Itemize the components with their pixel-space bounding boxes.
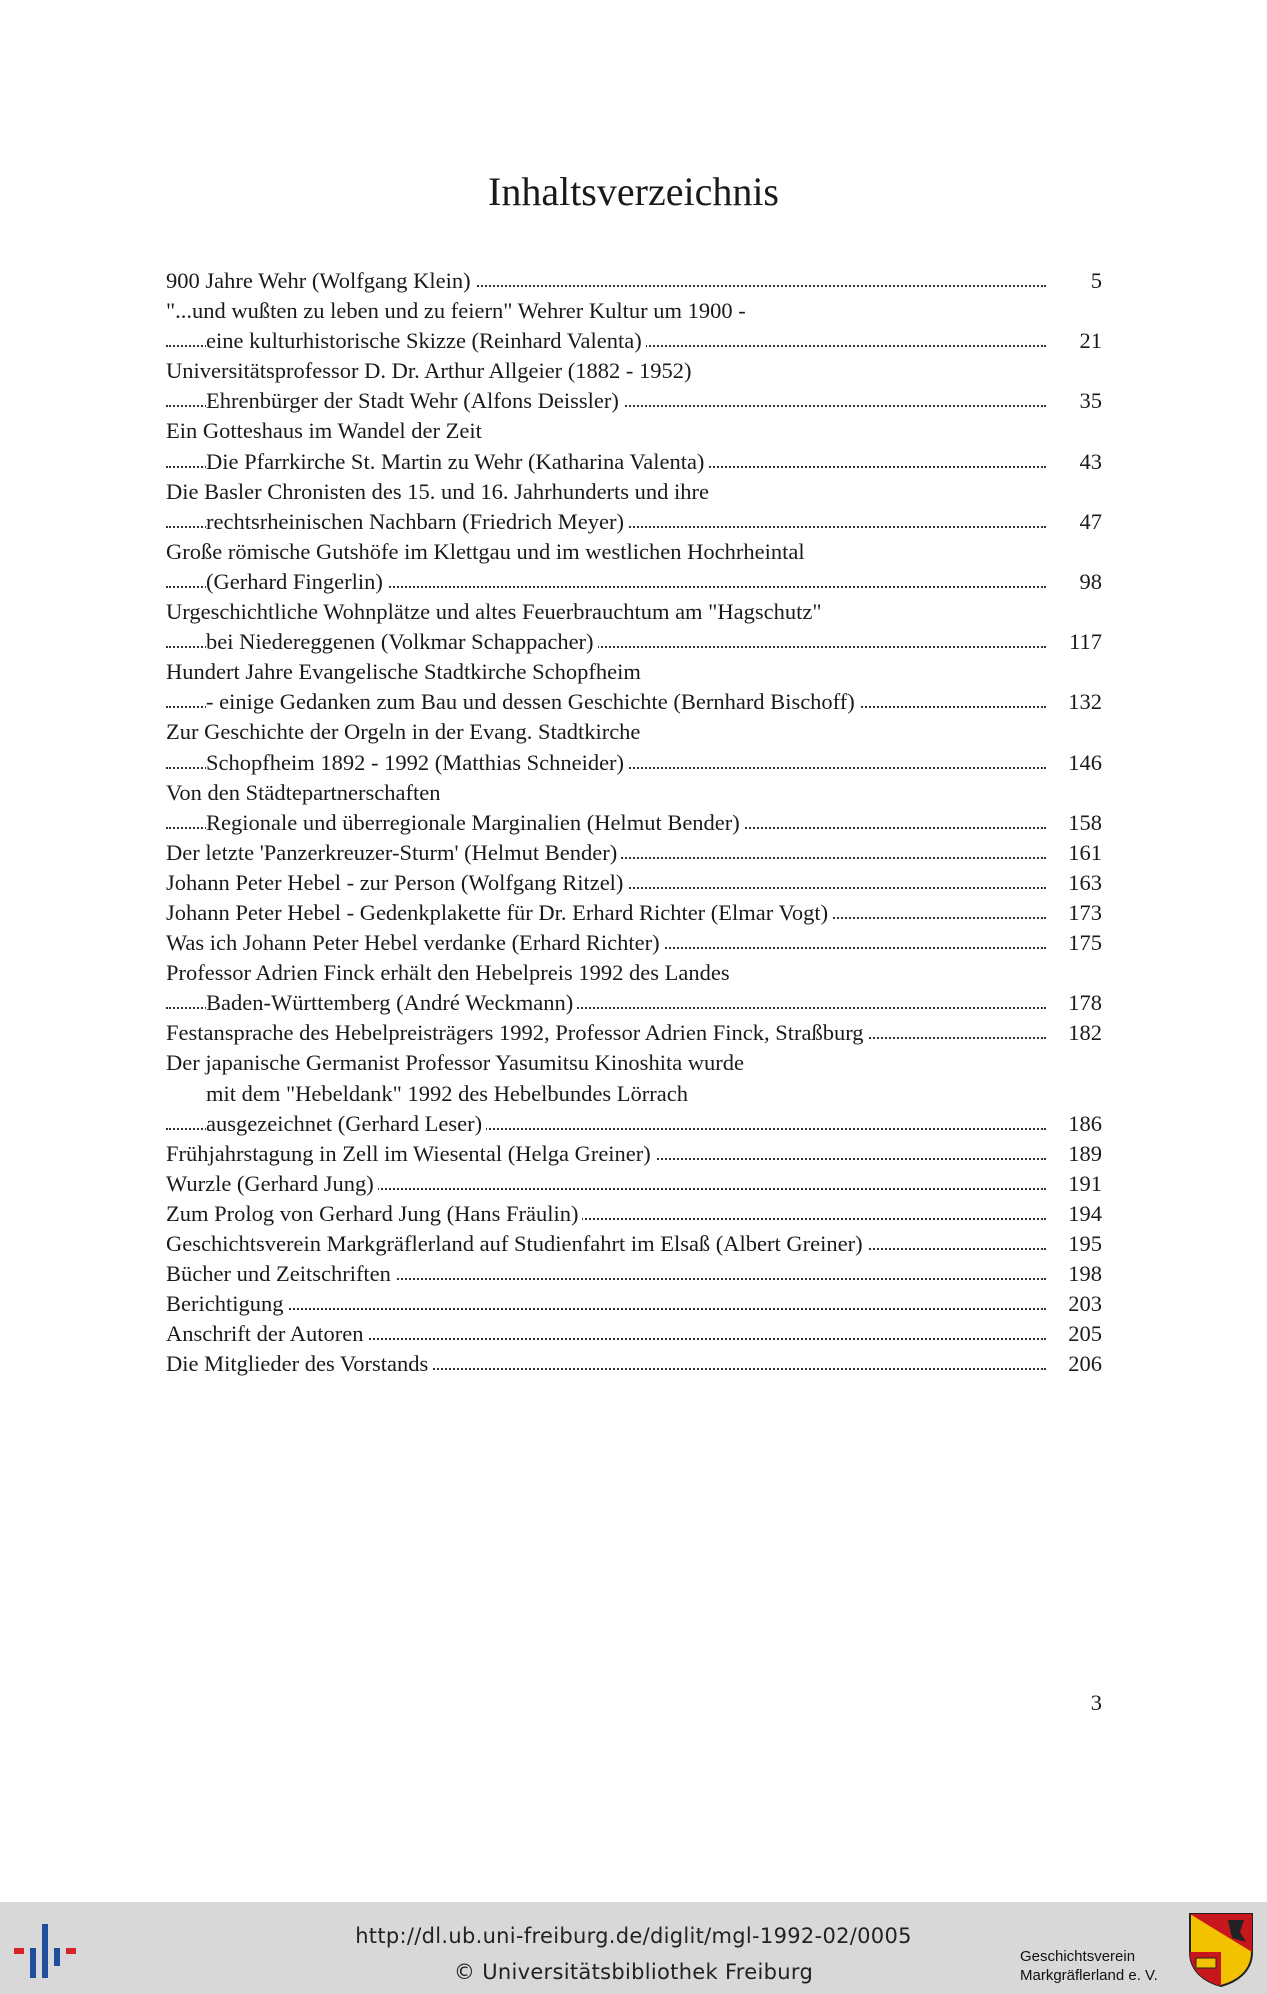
toc-entry bbox=[166, 808, 1102, 838]
toc-entry bbox=[166, 657, 1102, 687]
toc-entry-page: 47 bbox=[1050, 507, 1102, 537]
toc-entry bbox=[166, 296, 1102, 326]
toc-entry-title: Anschrift der Autoren bbox=[166, 1321, 367, 1346]
toc-entry-page: 178 bbox=[1050, 988, 1102, 1018]
toc-entry bbox=[166, 748, 1102, 778]
toc-entry bbox=[166, 898, 1102, 928]
table-of-contents bbox=[166, 266, 1102, 1379]
toc-entry-title: Zum Prolog von Gerhard Jung (Hans Fräulin) bbox=[166, 1201, 582, 1226]
toc-entry-title: Ein Gotteshaus im Wandel der Zeit bbox=[166, 418, 486, 443]
toc-entry bbox=[166, 1079, 1102, 1109]
toc-entry bbox=[166, 717, 1102, 747]
toc-entry bbox=[166, 988, 1102, 1018]
toc-entry-page: 198 bbox=[1050, 1259, 1102, 1289]
toc-entry-title: Die Basler Chronisten des 15. und 16. Jahrhunderts und ihre bbox=[166, 479, 713, 504]
toc-entry-title: Die Pfarrkirche St. Martin zu Wehr (Katharina Valenta) bbox=[206, 449, 708, 474]
toc-entry-page: 146 bbox=[1050, 748, 1102, 778]
toc-entry-title: Geschichtsverein Markgräflerland auf Studienfahrt im Elsaß (Albert Greiner) bbox=[166, 1231, 867, 1256]
toc-entry bbox=[166, 326, 1102, 356]
page-title: Inhaltsverzeichnis bbox=[488, 169, 779, 214]
toc-entry bbox=[166, 356, 1102, 386]
toc-entry bbox=[166, 386, 1102, 416]
toc-entry-page: 35 bbox=[1050, 386, 1102, 416]
toc-entry-title: Große römische Gutshöfe im Klettgau und im westlichen Hochrheintal bbox=[166, 539, 809, 564]
toc-entry-title: Frühjahrstagung in Zell im Wiesental (Helga Greiner) bbox=[166, 1141, 655, 1166]
toc-entry bbox=[166, 958, 1102, 988]
toc-entry-title: rechtsrheinischen Nachbarn (Friedrich Meyer) bbox=[206, 509, 628, 534]
toc-entry-title: ausgezeichnet (Gerhard Leser) bbox=[206, 1111, 486, 1136]
toc-entry bbox=[166, 838, 1102, 868]
toc-entry-title: Zur Geschichte der Orgeln in der Evang. Stadtkirche bbox=[166, 719, 644, 744]
toc-entry-page: 186 bbox=[1050, 1109, 1102, 1139]
toc-entry-title: Hundert Jahre Evangelische Stadtkirche Schopfheim bbox=[166, 659, 645, 684]
toc-entry bbox=[166, 266, 1102, 296]
toc-entry-page: 191 bbox=[1050, 1169, 1102, 1199]
footer-copyright: © Universitätsbibliothek Freiburg bbox=[453, 1960, 814, 1984]
toc-entry-title: Schopfheim 1892 - 1992 (Matthias Schneider) bbox=[206, 750, 628, 775]
toc-entry bbox=[166, 1349, 1102, 1379]
toc-entry-title: Festansprache des Hebelpreisträgers 1992, Professor Adrien Finck, Straßburg bbox=[166, 1020, 868, 1045]
toc-entry bbox=[166, 416, 1102, 446]
toc-entry bbox=[166, 627, 1102, 657]
toc-entry bbox=[166, 1139, 1102, 1169]
toc-entry-title: mit dem "Hebeldank" 1992 des Hebelbundes Lörrach bbox=[206, 1081, 692, 1106]
toc-entry-title: Berichtigung bbox=[166, 1291, 287, 1316]
toc-entry-page: 206 bbox=[1050, 1349, 1102, 1379]
toc-entry-title: Die Mitglieder des Vorstands bbox=[166, 1351, 432, 1376]
toc-entry-page: 205 bbox=[1050, 1319, 1102, 1349]
toc-entry-page: 117 bbox=[1050, 627, 1102, 657]
society-name-line1: Geschichtsverein bbox=[1020, 1948, 1136, 1965]
society-name bbox=[1020, 1947, 1158, 1985]
toc-entry-title: Ehrenbürger der Stadt Wehr (Alfons Deissler) bbox=[206, 388, 623, 413]
toc-entry-title: bei Niedereggenen (Volkmar Schappacher) bbox=[206, 629, 598, 654]
toc-entry-page: 189 bbox=[1050, 1139, 1102, 1169]
footer-url-link[interactable]: http://dl.ub.uni-freiburg.de/diglit/mgl-1992-02/0005 bbox=[355, 1924, 912, 1948]
toc-entry bbox=[166, 477, 1102, 507]
toc-entry bbox=[166, 537, 1102, 567]
toc-entry bbox=[166, 1259, 1102, 1289]
toc-entry-page: 161 bbox=[1050, 838, 1102, 868]
markgraeflerland-crest-icon bbox=[1188, 1912, 1254, 1988]
page-number: 3 bbox=[1090, 1690, 1102, 1715]
toc-entry-title: Bücher und Zeitschriften bbox=[166, 1261, 395, 1286]
toc-entry-title: "...und wußten zu leben und zu feiern" Wehrer Kultur um 1900 - bbox=[166, 298, 750, 323]
footer-bar bbox=[0, 1902, 1267, 1994]
toc-entry-title: Urgeschichtliche Wohnplätze und altes Feuerbrauchtum am "Hagschutz" bbox=[166, 599, 826, 624]
toc-entry bbox=[166, 1018, 1102, 1048]
toc-entry-page: 173 bbox=[1050, 898, 1102, 928]
toc-entry bbox=[166, 507, 1102, 537]
toc-entry-page: 195 bbox=[1050, 1229, 1102, 1259]
toc-entry bbox=[166, 597, 1102, 627]
toc-entry-title: 900 Jahre Wehr (Wolfgang Klein) bbox=[166, 268, 475, 293]
toc-entry-page: 175 bbox=[1050, 928, 1102, 958]
toc-entry-page: 43 bbox=[1050, 447, 1102, 477]
toc-entry-page: 163 bbox=[1050, 868, 1102, 898]
toc-entry bbox=[166, 1229, 1102, 1259]
toc-entry-title: Johann Peter Hebel - zur Person (Wolfgang Ritzel) bbox=[166, 870, 627, 895]
toc-entry-title: (Gerhard Fingerlin) bbox=[206, 569, 387, 594]
toc-entry bbox=[166, 868, 1102, 898]
toc-entry-title: Was ich Johann Peter Hebel verdanke (Erhard Richter) bbox=[166, 930, 664, 955]
toc-entry-title: Von den Städtepartnerschaften bbox=[166, 780, 445, 805]
toc-entry-page: 98 bbox=[1050, 567, 1102, 597]
toc-entry bbox=[166, 687, 1102, 717]
toc-entry bbox=[166, 1109, 1102, 1139]
toc-entry-page: 21 bbox=[1050, 326, 1102, 356]
toc-entry-page: 194 bbox=[1050, 1199, 1102, 1229]
toc-entry bbox=[166, 1319, 1102, 1349]
toc-entry-title: Der letzte 'Panzerkreuzer-Sturm' (Helmut Bender) bbox=[166, 840, 621, 865]
toc-entry-title: eine kulturhistorische Skizze (Reinhard Valenta) bbox=[206, 328, 646, 353]
toc-entry-title: - einige Gedanken zum Bau und dessen Geschichte (Bernhard Bischoff) bbox=[206, 689, 859, 714]
toc-entry-page: 5 bbox=[1050, 266, 1102, 296]
toc-entry bbox=[166, 567, 1102, 597]
toc-entry bbox=[166, 1048, 1102, 1078]
toc-entry bbox=[166, 447, 1102, 477]
toc-entry-title: Professor Adrien Finck erhält den Hebelpreis 1992 des Landes bbox=[166, 960, 734, 985]
toc-entry-title: Regionale und überregionale Marginalien (Helmut Bender) bbox=[206, 810, 744, 835]
toc-entry bbox=[166, 1289, 1102, 1319]
toc-entry-page: 158 bbox=[1050, 808, 1102, 838]
toc-entry bbox=[166, 928, 1102, 958]
toc-entry-page: 132 bbox=[1050, 687, 1102, 717]
toc-entry bbox=[166, 778, 1102, 808]
toc-entry-title: Der japanische Germanist Professor Yasumitsu Kinoshita wurde bbox=[166, 1050, 748, 1075]
toc-entry-title: Wurzle (Gerhard Jung) bbox=[166, 1171, 378, 1196]
toc-entry-title: Baden-Württemberg (André Weckmann) bbox=[206, 990, 577, 1015]
society-name-line2: Markgräflerland e. V. bbox=[1020, 1967, 1158, 1984]
toc-entry-title: Universitätsprofessor D. Dr. Arthur Allgeier (1882 - 1952) bbox=[166, 358, 696, 383]
toc-entry-page: 182 bbox=[1050, 1018, 1102, 1048]
toc-entry bbox=[166, 1199, 1102, 1229]
toc-entry-title: Johann Peter Hebel - Gedenkplakette für Dr. Erhard Richter (Elmar Vogt) bbox=[166, 900, 832, 925]
toc-entry-page: 203 bbox=[1050, 1289, 1102, 1319]
toc-entry bbox=[166, 1169, 1102, 1199]
